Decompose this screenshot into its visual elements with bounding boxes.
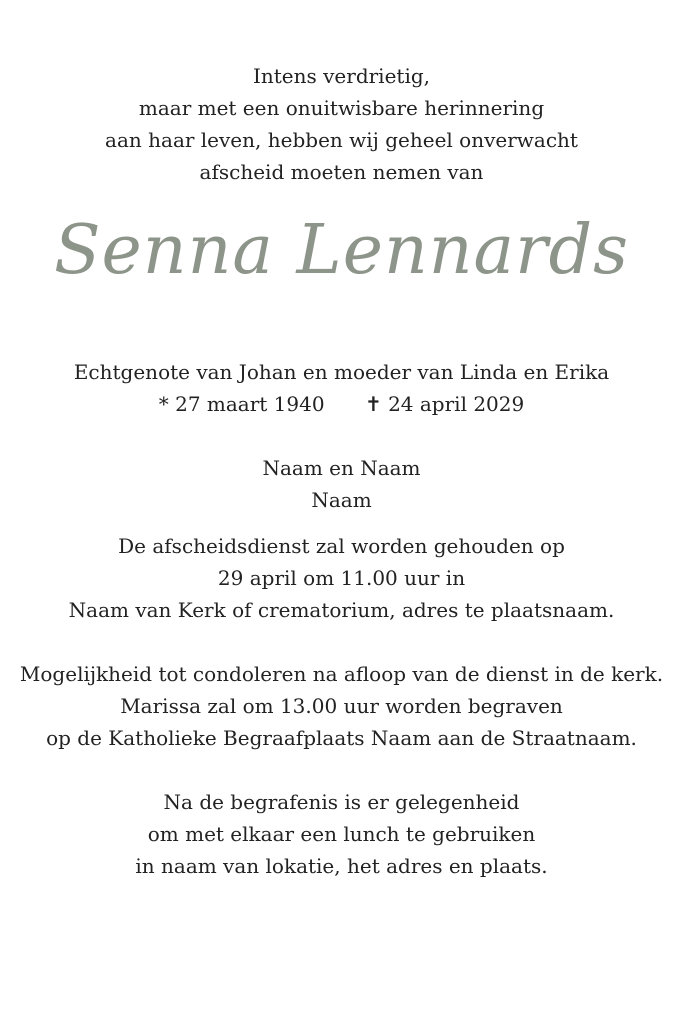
life-dates	[0, 388, 683, 420]
service-line: Naam van Kerk of crematorium, adres te plaatsnaam.	[68, 598, 615, 622]
intro-line: maar met een onuitwisbare herinnering	[138, 96, 545, 120]
birth-symbol: *	[158, 392, 169, 416]
dates-line	[0, 388, 683, 420]
intro-line: afscheid moeten nemen van	[199, 160, 484, 184]
deceased-name: Senna Lennards	[53, 211, 630, 290]
condolence-details	[0, 658, 683, 754]
reception-line: Na de begrafenis is er gelegenheid	[163, 790, 520, 814]
survivors	[0, 452, 683, 516]
condolence-line: op de Katholieke Begraafplaats Naam aan de Straatnaam.	[46, 726, 637, 750]
reception-line: in naam van lokatie, het adres en plaats.	[135, 854, 548, 878]
intro-line: Intens verdrietig,	[252, 64, 431, 88]
intro-text	[0, 60, 683, 188]
reception-details	[0, 786, 683, 882]
intro-line: aan haar leven, hebben wij geheel onverwacht	[105, 128, 578, 152]
service-line: De afscheidsdienst zal worden gehouden op	[118, 534, 565, 558]
relation-line: Echtgenote van Johan en moeder van Linda en Erika	[73, 360, 610, 384]
reception-line: om met elkaar een lunch te gebruiken	[147, 822, 536, 846]
survivor-line: Naam en Naam	[262, 456, 421, 480]
birth-date: 27 maart 1940	[175, 392, 325, 416]
death-date: 24 april 2029	[388, 392, 525, 416]
survivor-line: Naam	[311, 488, 372, 512]
condolence-line: Mogelijkheid tot condoleren na afloop van de dienst in de kerk.	[19, 662, 664, 686]
cross-icon: ✝	[364, 392, 382, 416]
service-details	[0, 530, 683, 626]
condolence-line: Marissa zal om 13.00 uur worden begraven	[120, 694, 563, 718]
relation-text	[0, 356, 683, 388]
service-line: 29 april om 11.00 uur in	[217, 566, 466, 590]
